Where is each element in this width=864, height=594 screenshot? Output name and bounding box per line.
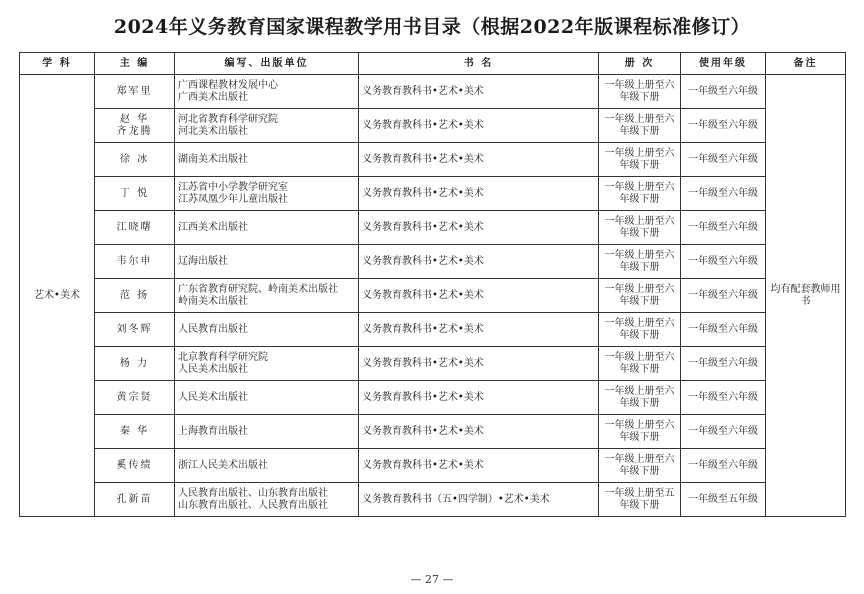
header-volume: 册 次 [599, 53, 681, 75]
header-subject: 学 科 [20, 53, 95, 75]
editor-name: 范 扬 [119, 289, 150, 301]
publisher-cell [175, 381, 359, 415]
table-row [20, 211, 846, 245]
publisher-cell [175, 483, 359, 517]
header-book: 书 名 [359, 53, 599, 75]
volume-cell: 一年级上册至六年级下册 [599, 347, 681, 381]
grade-cell: 一年级至六年级 [681, 347, 766, 381]
table-row [20, 449, 846, 483]
editor-name: 刘冬辉 [116, 323, 153, 335]
grade-cell: 一年级至六年级 [681, 313, 766, 347]
table-row [20, 415, 846, 449]
publisher-cell [175, 177, 359, 211]
grade-cell: 一年级至六年级 [681, 211, 766, 245]
editor-name: 黄宗贤 [116, 391, 153, 403]
book-title-cell: 义务教育教科书•艺术•美术 [359, 381, 599, 415]
editor-cell [95, 415, 175, 449]
publisher-name: 上海教育出版社 [178, 425, 248, 437]
table-row [20, 177, 846, 211]
header-note: 备注 [766, 53, 846, 75]
book-title-cell: 义务教育教科书•艺术•美术 [359, 245, 599, 279]
volume-cell: 一年级上册至六年级下册 [599, 279, 681, 313]
editor-cell [95, 245, 175, 279]
volume-cell: 一年级上册至六年级下册 [599, 109, 681, 143]
table-row [20, 279, 846, 313]
header-grade: 使用年级 [681, 53, 766, 75]
table-row [20, 143, 846, 177]
publisher-cell [175, 313, 359, 347]
editor-cell [95, 109, 175, 143]
table-row [20, 313, 846, 347]
publisher-name: 江西美术出版社 [178, 221, 248, 233]
textbook-catalog-table [19, 52, 846, 517]
book-title-cell: 义务教育教科书•艺术•美术 [359, 313, 599, 347]
book-title-cell: 义务教育教科书•艺术•美术 [359, 449, 599, 483]
grade-cell: 一年级至五年级 [681, 483, 766, 517]
header-publisher: 编写、出版单位 [175, 53, 359, 75]
book-title-cell: 义务教育教科书•艺术•美术 [359, 211, 599, 245]
editor-name: 韦尔申 [116, 255, 153, 267]
header-editor: 主 编 [95, 53, 175, 75]
editor-cell [95, 211, 175, 245]
publisher-cell [175, 109, 359, 143]
editor-name: 丁 悦 [119, 187, 150, 199]
editor-name: 郑军里 [116, 85, 153, 97]
table-row [20, 245, 846, 279]
volume-cell: 一年级上册至六年级下册 [599, 381, 681, 415]
publisher-cell [175, 347, 359, 381]
publisher-cell [175, 279, 359, 313]
editor-name: 徐 冰 [119, 153, 150, 165]
editor-name: 赵 华 [119, 113, 150, 125]
publisher-cell [175, 211, 359, 245]
subject-cell: 艺术•美术 [20, 75, 95, 517]
table-row [20, 109, 846, 143]
editor-cell [95, 347, 175, 381]
book-title-cell: 义务教育教科书•艺术•美术 [359, 177, 599, 211]
publisher-name: 北京教育科学研究院 [178, 351, 268, 363]
book-title-cell: 义务教育教科书•艺术•美术 [359, 415, 599, 449]
volume-cell: 一年级上册至六年级下册 [599, 245, 681, 279]
publisher-name: 湖南美术出版社 [178, 153, 248, 165]
book-title-cell: 义务教育教科书•艺术•美术 [359, 347, 599, 381]
publisher-name: 人民美术出版社 [178, 363, 248, 375]
grade-cell: 一年级至六年级 [681, 143, 766, 177]
volume-cell: 一年级上册至六年级下册 [599, 75, 681, 109]
editor-name: 秦 华 [119, 425, 150, 437]
table-row [20, 483, 846, 517]
volume-cell: 一年级上册至六年级下册 [599, 177, 681, 211]
grade-cell: 一年级至六年级 [681, 449, 766, 483]
volume-cell: 一年级上册至六年级下册 [599, 313, 681, 347]
page-number: — 27 — [410, 573, 454, 586]
volume-cell: 一年级上册至六年级下册 [599, 415, 681, 449]
publisher-name: 岭南美术出版社 [178, 295, 248, 307]
grade-cell: 一年级至六年级 [681, 245, 766, 279]
book-title-cell: 义务教育教科书•艺术•美术 [359, 143, 599, 177]
book-title-cell: 义务教育教科书•艺术•美术 [359, 109, 599, 143]
publisher-name: 人民教育出版社、山东教育出版社 [178, 487, 328, 499]
volume-cell: 一年级上册至六年级下册 [599, 449, 681, 483]
grade-cell: 一年级至六年级 [681, 75, 766, 109]
page-title: 2024年义务教育国家课程教学用书目录（根据2022年版课程标准修订） [113, 16, 751, 38]
publisher-cell [175, 449, 359, 483]
editor-cell [95, 279, 175, 313]
volume-cell: 一年级上册至五年级下册 [599, 483, 681, 517]
editor-cell [95, 381, 175, 415]
publisher-name: 广西课程教材发展中心 [178, 79, 278, 91]
publisher-name: 山东教育出版社、人民教育出版社 [178, 499, 328, 511]
table-header-row [20, 53, 846, 75]
table-row [20, 381, 846, 415]
editor-name: 孔新苗 [116, 493, 153, 505]
publisher-name: 人民美术出版社 [178, 391, 248, 403]
table-row [20, 347, 846, 381]
book-title-cell: 义务教育教科书•艺术•美术 [359, 75, 599, 109]
editor-name: 奚传绩 [116, 459, 153, 471]
publisher-name: 广东省教育研究院、岭南美术出版社 [178, 283, 338, 295]
publisher-name: 河北省教育科学研究院 [178, 113, 278, 125]
editor-cell [95, 75, 175, 109]
grade-cell: 一年级至六年级 [681, 279, 766, 313]
editor-cell [95, 483, 175, 517]
grade-cell: 一年级至六年级 [681, 415, 766, 449]
editor-name: 齐龙腾 [116, 125, 153, 137]
publisher-cell [175, 143, 359, 177]
book-title-cell: 义务教育教科书•艺术•美术 [359, 279, 599, 313]
publisher-name: 浙江人民美术出版社 [178, 459, 268, 471]
publisher-name: 河北美术出版社 [178, 125, 248, 137]
book-title-cell: 义务教育教科书（五•四学制）•艺术•美术 [359, 483, 599, 517]
editor-name: 杨 力 [119, 357, 150, 369]
publisher-cell [175, 415, 359, 449]
editor-cell [95, 143, 175, 177]
note-cell: 均有配套教师用书 [766, 75, 846, 517]
publisher-name: 辽海出版社 [178, 255, 228, 267]
grade-cell: 一年级至六年级 [681, 177, 766, 211]
publisher-name: 人民教育出版社 [178, 323, 248, 335]
volume-cell: 一年级上册至六年级下册 [599, 211, 681, 245]
publisher-name: 江苏凤凰少年儿童出版社 [178, 193, 288, 205]
editor-cell [95, 449, 175, 483]
publisher-name: 江苏省中小学教学研究室 [178, 181, 288, 193]
table-row [20, 75, 846, 109]
publisher-name: 广西美术出版社 [178, 91, 248, 103]
editor-cell [95, 313, 175, 347]
editor-name: 江晓曙 [116, 221, 153, 233]
editor-cell [95, 177, 175, 211]
volume-cell: 一年级上册至六年级下册 [599, 143, 681, 177]
grade-cell: 一年级至六年级 [681, 381, 766, 415]
grade-cell: 一年级至六年级 [681, 109, 766, 143]
publisher-cell [175, 245, 359, 279]
publisher-cell [175, 75, 359, 109]
